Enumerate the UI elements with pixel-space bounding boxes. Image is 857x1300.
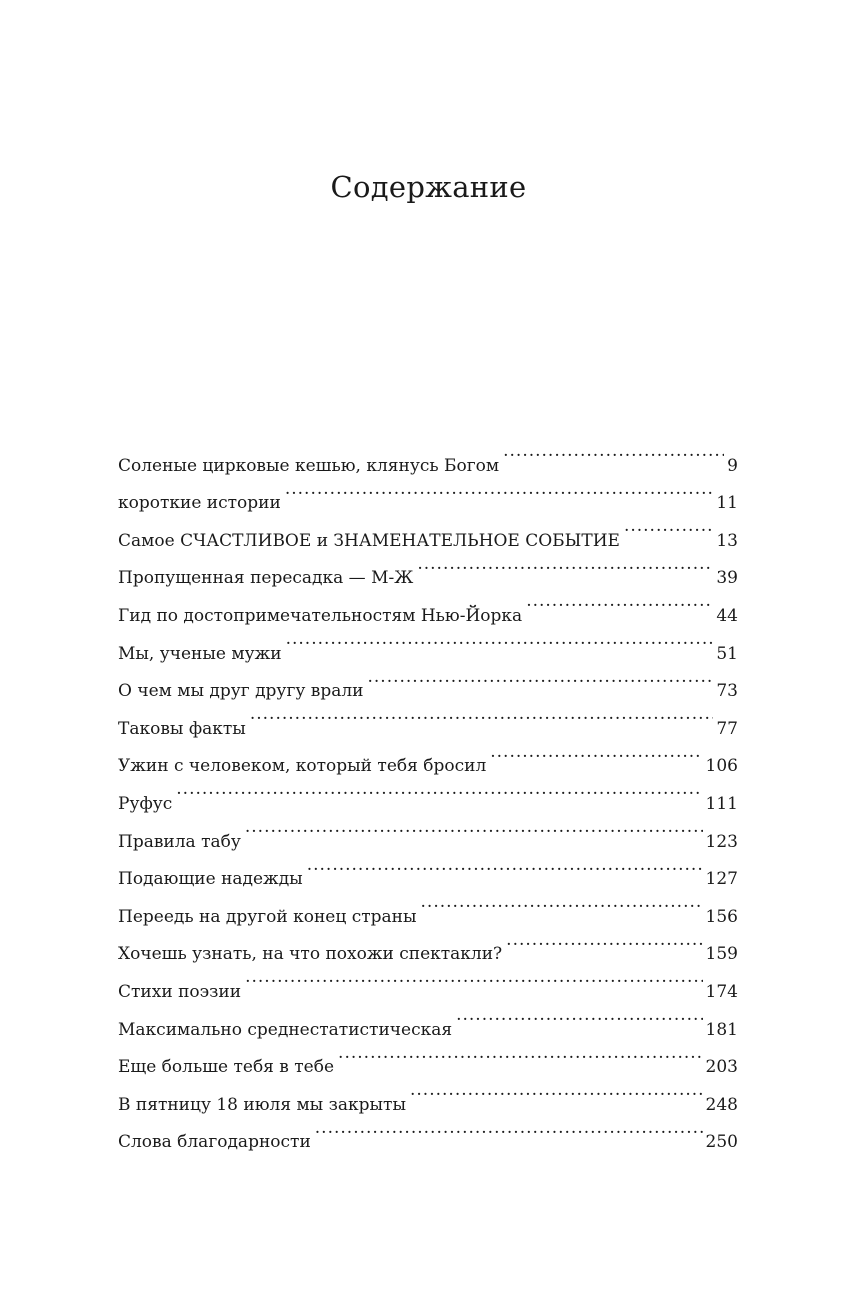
toc-entry[interactable]	[118, 809, 738, 852]
toc-entry-page: 123	[705, 831, 738, 852]
toc-entry-page: 203	[705, 1057, 738, 1078]
toc-entry-title: Максимально среднестатистическая	[118, 1019, 453, 1040]
toc-entry-title: Самое СЧАСТЛИВОЕ и ЗНАМЕНАТЕЛЬНОЕ СОБЫТИЕ	[118, 530, 620, 551]
toc-entry-page: 250	[705, 1132, 738, 1153]
toc-entry-page: 111	[705, 793, 738, 814]
dot-leader	[245, 809, 703, 847]
toc-entry-title: короткие истории	[118, 493, 281, 514]
toc-entry-title: Стихи поэзии	[118, 981, 242, 1002]
dot-leader	[421, 884, 703, 922]
toc-entry-title: Еще больше тебя в тебе	[118, 1057, 335, 1078]
toc-entry-page: 11	[716, 493, 738, 514]
dot-leader	[176, 771, 702, 809]
dot-leader	[285, 471, 714, 509]
toc-entry-page: 174	[705, 981, 738, 1002]
toc-entry-title: Мы, ученые мужи	[118, 643, 282, 664]
dot-leader	[506, 922, 702, 960]
toc-entry-page: 13	[716, 530, 738, 551]
dot-leader	[250, 696, 714, 734]
dot-leader	[456, 997, 702, 1035]
toc-entry-title: Ужин с человеком, который тебя бросил	[118, 756, 487, 777]
dot-leader	[307, 847, 703, 885]
dot-leader	[490, 734, 702, 772]
toc-entry-title: Переедь на другой конец страны	[118, 906, 417, 927]
toc-entry-page: 127	[705, 869, 738, 890]
dot-leader	[245, 959, 702, 997]
toc-entry[interactable]	[118, 771, 738, 814]
toc-entry-page: 159	[705, 944, 738, 965]
toc-entry-title: Пропущенная пересадка — М-Ж	[118, 568, 414, 589]
toc-entry-page: 73	[716, 681, 738, 702]
toc-entry-page: 39	[716, 568, 738, 589]
toc-entry-title: В пятницу 18 июля мы закрыты	[118, 1094, 406, 1115]
toc-entry-page: 181	[705, 1019, 738, 1040]
toc-entry-page: 156	[705, 906, 738, 927]
dot-leader	[417, 546, 713, 584]
page-title: Содержание	[330, 170, 527, 204]
toc-entry-title: Хочешь узнать, на что похожи спектакли?	[118, 944, 503, 965]
toc-entry-page: 77	[716, 718, 738, 739]
dot-leader	[315, 1110, 703, 1148]
toc-entry-title: Руфус	[118, 793, 173, 814]
dot-leader	[526, 583, 713, 621]
toc-entry-page: 106	[705, 756, 738, 777]
toc-entry-page: 248	[705, 1094, 738, 1115]
table-of-contents	[118, 433, 738, 1153]
toc-entry-title: Подающие надежды	[118, 869, 303, 890]
toc-entry-title: О чем мы друг другу врали	[118, 681, 364, 702]
toc-entry[interactable]	[118, 433, 738, 476]
toc-entry-title: Таковы факты	[118, 718, 246, 739]
dot-leader	[338, 1035, 703, 1073]
toc-entry-title: Гид по достопримечательностям Нью-Йорка	[118, 605, 523, 626]
toc-entry-page: 9	[727, 455, 738, 476]
dot-leader	[624, 508, 713, 546]
toc-entry-page: 44	[716, 605, 738, 626]
toc-entry-title: Слова благодарности	[118, 1132, 311, 1153]
dot-leader	[367, 659, 713, 697]
dot-leader	[503, 433, 724, 471]
toc-entry-page: 51	[716, 643, 738, 664]
toc-entry-title: Правила табу	[118, 831, 241, 852]
dot-leader	[410, 1072, 703, 1110]
dot-leader	[286, 621, 714, 659]
toc-entry-title: Соленые цирковые кешью, клянусь Богом	[118, 455, 500, 476]
